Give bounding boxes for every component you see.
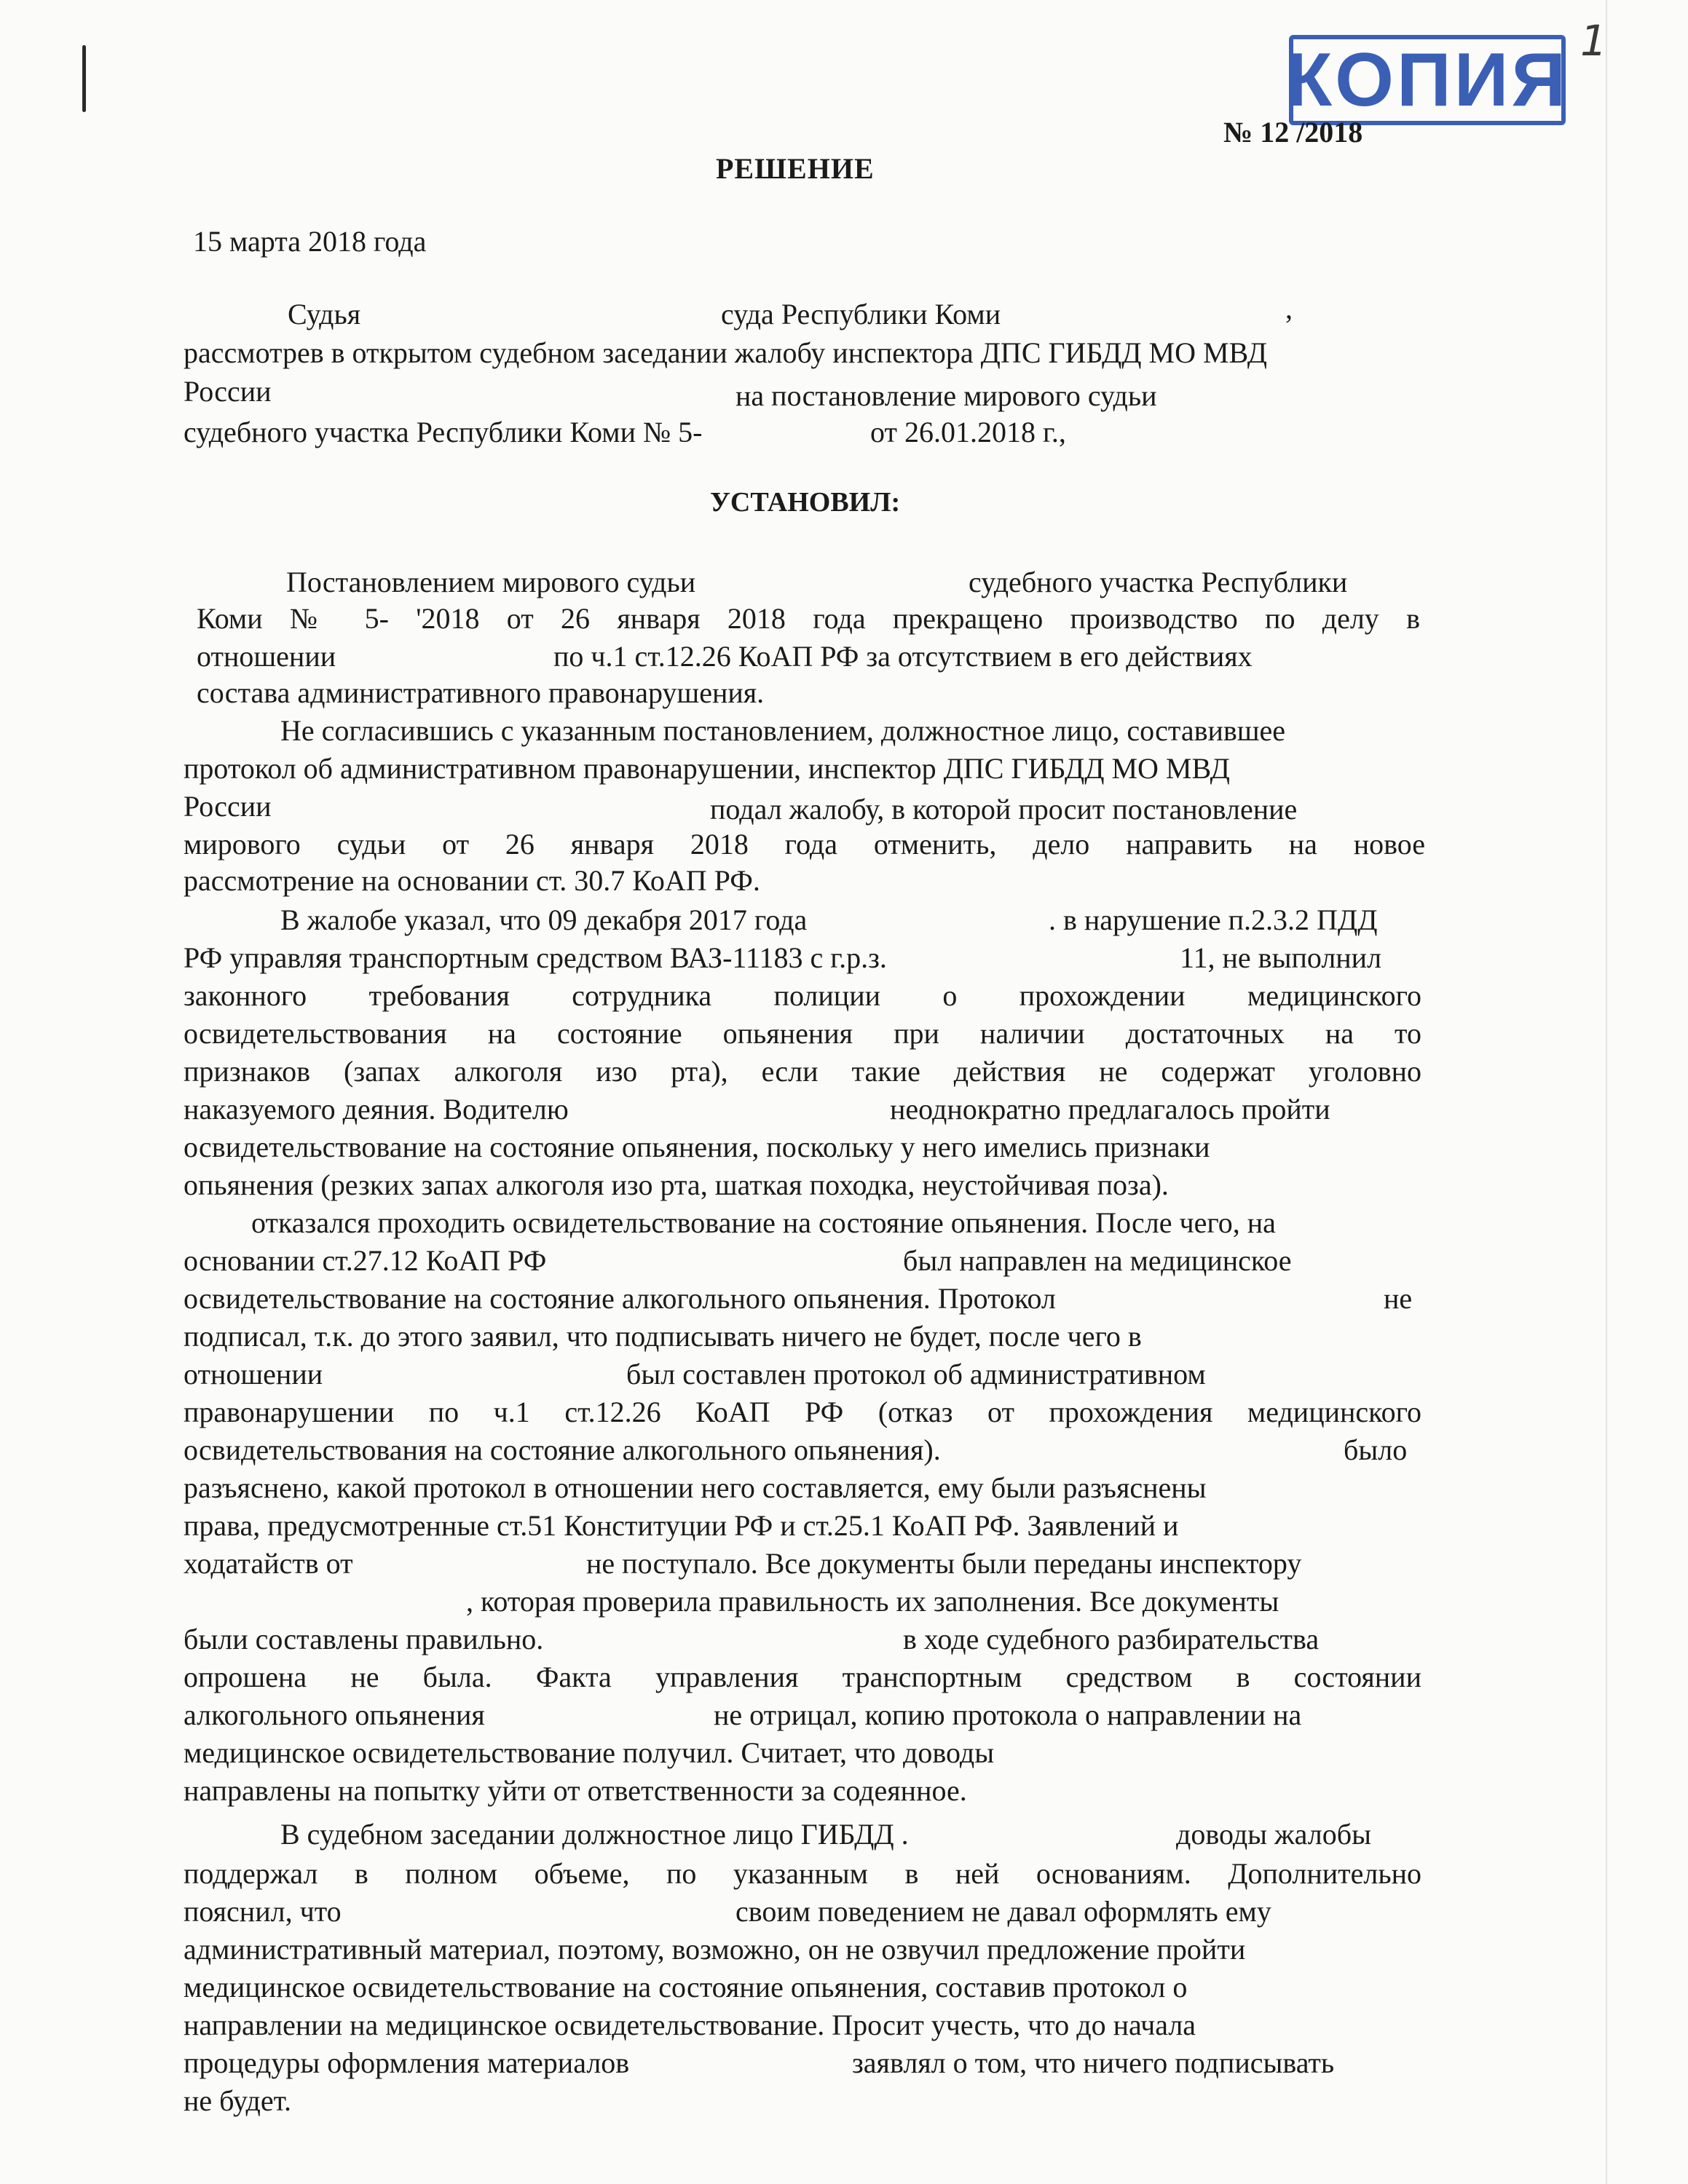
body-line: медицинское освидетельствование получил. Считает, что доводы (184, 1736, 995, 1769)
body-line: доводы жалобы (1176, 1818, 1371, 1851)
intro-date: от 26.01.2018 г., (870, 416, 1066, 448)
body-line: подал жалобу, в которой просит постановление (710, 793, 1298, 826)
body-line: признаков (запах алкоголя изо рта), если такие действия не содержат уголовно (184, 1055, 1421, 1088)
body-line: мирового судьи от 26 января 2018 года отменить, дело направить на новое (184, 828, 1425, 860)
body-line: отказался проходить освидетельствование на состояние опьянения. После чего, на (251, 1206, 1276, 1239)
body-line: по ч.1 ст.12.26 КоАП РФ за отсутствием в его действиях (553, 640, 1253, 673)
body-line: рассмотрение на основании ст. 30.7 КоАП РФ. (184, 864, 760, 897)
body-line: России (184, 790, 272, 823)
body-line: состава административного правонарушения. (197, 676, 765, 709)
body-line: поддержал в полном объеме, по указанным в ней основаниям. Дополнительно (184, 1857, 1421, 1890)
body-line: Коми № 5- '2018 от 26 января 2018 года прекращено производство по делу в (197, 602, 1420, 635)
body-line: . в нарушение п.2.3.2 ПДД (1049, 903, 1378, 936)
body-line: алкогольного опьянения (184, 1698, 485, 1731)
stamp-text: КОПИЯ (1285, 37, 1569, 122)
body-line: опьянения (резких запах алкоголя изо рта, шаткая походка, неустойчивая поза). (184, 1168, 1169, 1201)
body-line: 11, не выполнил (1180, 941, 1382, 974)
body-line: процедуры оформления материалов (184, 2046, 630, 2079)
intro-russia: России (184, 375, 272, 408)
intro-district: судебного участка Республики Коми № 5- (184, 416, 703, 448)
body-line: отношении (184, 1358, 323, 1390)
body-line: административный материал, поэтому, возможно, он не озвучил предложение пройти (184, 1933, 1246, 1966)
page-fold (1606, 0, 1607, 2184)
body-line: В судебном заседании должностное лицо ГИБДД . (280, 1818, 909, 1851)
body-line: основании ст.27.12 КоАП РФ (184, 1244, 547, 1277)
document-date: 15 марта 2018 года (193, 225, 427, 258)
intro-judge: Судья (288, 298, 361, 331)
document-title: РЕШЕНИЕ (716, 152, 875, 185)
handwritten-page-number: 1 (1580, 16, 1607, 66)
body-line: протокол об административном правонарушении, инспектор ДПС ГИБДД МО МВД (184, 752, 1230, 785)
body-line: ходатайств от (184, 1547, 353, 1580)
body-line: в ходе судебного разбирательства (903, 1623, 1320, 1655)
body-line: опрошена не была. Факта управления транспортным средством в состоянии (184, 1661, 1421, 1693)
body-line: не (1384, 1282, 1413, 1315)
body-line: освидетельствования на состояние алкогольного опьянения). (184, 1433, 941, 1466)
body-line: пояснил, что (184, 1895, 342, 1928)
body-line: не будет. (184, 2084, 292, 2117)
body-line: подписал, т.к. до этого заявил, что подписывать ничего не будет, после чего в (184, 1320, 1142, 1353)
body-line: РФ управляя транспортным средством ВАЗ-11183 с г.р.з. (184, 941, 887, 974)
body-line: не отрицал, копию протокола о направлении на (714, 1698, 1302, 1731)
body-line: права, предусмотренные ст.51 Конституции РФ и ст.25.1 КоАП РФ. Заявлений и (184, 1509, 1179, 1542)
body-line: был составлен протокол об административном (626, 1358, 1206, 1390)
body-line: медицинское освидетельствование на состояние опьянения, составив протокол о (184, 1971, 1188, 2003)
body-line: разъяснено, какой протокол в отношении него составляется, ему были разъяснены (184, 1471, 1207, 1504)
body-line: был направлен на медицинское (903, 1244, 1292, 1277)
body-line: отношении (197, 640, 336, 673)
body-line: освидетельствование на состояние алкогольного опьянения. Протокол (184, 1282, 1056, 1315)
body-line: законного требования сотрудника полиции о прохождении медицинского (184, 979, 1421, 1012)
intro-line-2: рассмотрев в открытом судебном заседании жалобу инспектора ДПС ГИБДД МО МВД (184, 336, 1267, 369)
intro-ruling: на постановление мирового судьи (735, 379, 1157, 412)
body-line: Не согласившись с указанным постановлением, должностное лицо, составившее (280, 714, 1286, 747)
body-line: направлении на медицинское освидетельствование. Просит учесть, что до начала (184, 2009, 1196, 2041)
body-line: освидетельствование на состояние опьянения, поскольку у него имелись признаки (184, 1131, 1210, 1163)
body-line: , которая проверила правильность их заполнения. Все документы (466, 1585, 1279, 1618)
body-line: освидетельствования на состояние опьянения при наличии достаточных на то (184, 1017, 1421, 1050)
body-line: неоднократно предлагалось пройти (890, 1093, 1330, 1125)
body-line: были составлены правильно. (184, 1623, 544, 1655)
body-line: заявлял о том, что ничего подписывать (852, 2046, 1335, 2079)
body-line: своим поведением не давал оформлять ему (735, 1895, 1271, 1928)
pen-mark (82, 45, 86, 112)
body-line: судебного участка Республики (969, 566, 1348, 598)
body-line: не поступало. Все документы были переданы инспектору (586, 1547, 1302, 1580)
body-line: наказуемого деяния. Водителю (184, 1093, 569, 1125)
section-heading: УСТАНОВИЛ: (710, 487, 901, 518)
document-number: № 12 /2018 (1223, 116, 1363, 149)
body-line: направлены на попытку уйти от ответственности за содеянное. (184, 1774, 967, 1807)
body-line: В жалобе указал, что 09 декабря 2017 года (280, 903, 808, 936)
body-line: правонарушении по ч.1 ст.12.26 КоАП РФ (отказ от прохождения медицинского (184, 1396, 1421, 1428)
body-line: было (1344, 1433, 1408, 1466)
intro-court: суда Республики Коми (721, 298, 1001, 331)
intro-comma: , (1285, 292, 1293, 325)
body-line: Постановлением мирового судьи (286, 566, 696, 598)
copy-stamp (1285, 35, 1569, 125)
